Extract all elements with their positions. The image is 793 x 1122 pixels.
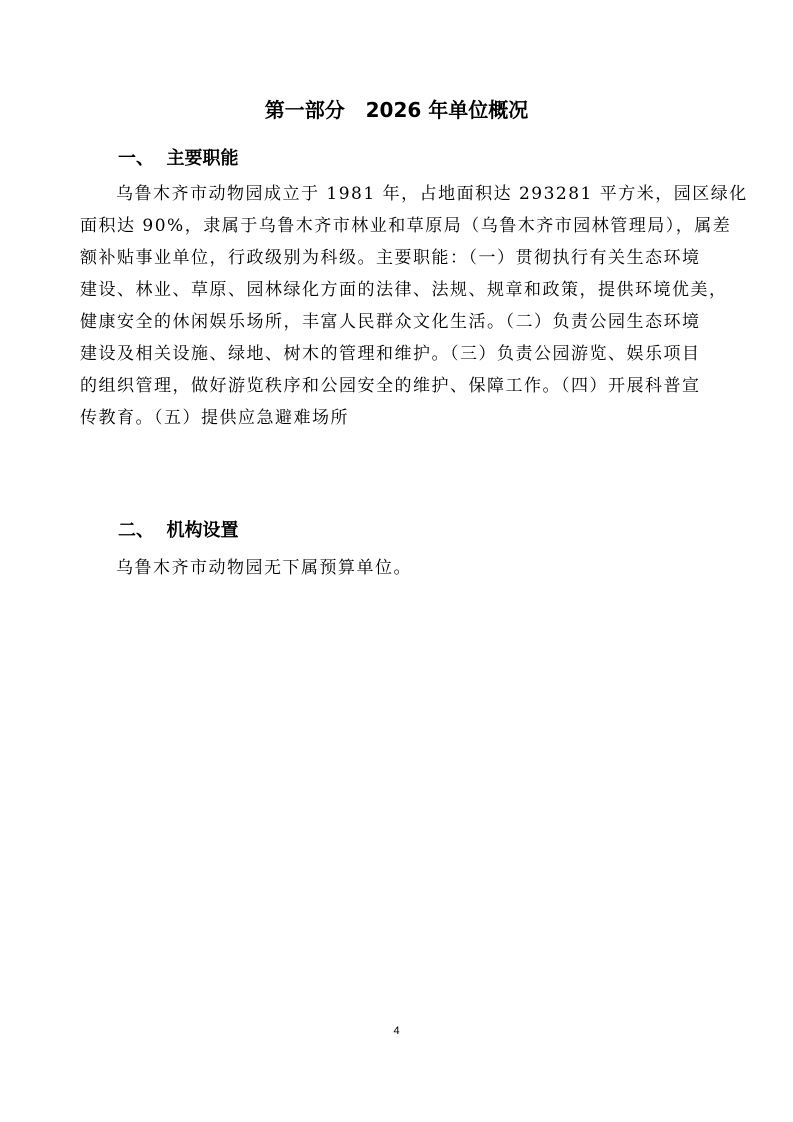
- paragraph-line: 面积达 90%，隶属于乌鲁木齐市林业和草原局（乌鲁木齐市园林管理局），属差: [80, 216, 732, 236]
- section-heading-main-functions: 一、 主要职能: [118, 148, 239, 169]
- paragraph-line: 的组织管理，做好游览秩序和公园安全的维护、保障工作。（四）开展科普宣: [80, 376, 701, 396]
- paragraph-line: 额补贴事业单位，行政级别为科级。主要职能：（一）贯彻执行有关生态环境: [80, 248, 701, 268]
- paragraph-main-functions: [80, 178, 748, 434]
- section-heading-organization: 二、 机构设置: [118, 520, 239, 541]
- paragraph-line: 建设及相关设施、绿地、树木的管理和维护。（三）负责公园游览、娱乐项目: [80, 344, 701, 364]
- paragraph-line: 健康安全的休闲娱乐场所，丰富人民群众文化生活。（二）负责公园生态环境: [80, 312, 701, 332]
- paragraph-line: 传教育。（五）提供应急避难场所: [80, 408, 349, 428]
- page-number: 4: [393, 1025, 400, 1037]
- page-title: 第一部分 2026 年单位概况: [264, 98, 529, 122]
- paragraph-line: 建设、林业、草原、园林绿化方面的法律、法规、规章和政策，提供环境优美，: [80, 280, 728, 300]
- paragraph-organization: [80, 552, 720, 584]
- paragraph-line: 乌鲁木齐市动物园成立于 1981 年，占地面积达 293281 平方米，园区绿化: [116, 184, 748, 204]
- paragraph-line: 乌鲁木齐市动物园无下属预算单位。: [116, 558, 412, 578]
